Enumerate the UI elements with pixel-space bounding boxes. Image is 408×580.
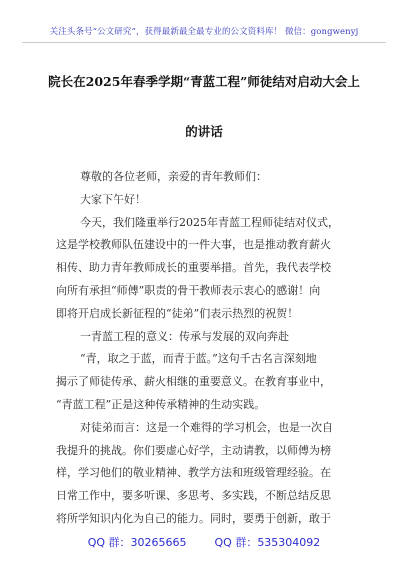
footer-contacts [0, 534, 408, 550]
body-line: 日常工作中，要多听课、多思考、多实践，不断总结反思 [56, 489, 331, 503]
body-line: 揭示了师徒传承、薪火相继的重要意义。在教育事业中， [56, 375, 331, 389]
qq-group-1: QQ 群：30265665 [87, 536, 187, 549]
body-line: 相传、助力青年教师成长的重要举措。首先，我代表学校 [56, 261, 331, 275]
document-title-continued: 的讲话 [185, 124, 223, 139]
header-divider [22, 42, 386, 43]
body-line: 对徒弟而言：这是一个难得的学习机会，也是一次自 [80, 420, 333, 434]
qq-group-2: QQ 群：535304092 [214, 536, 321, 549]
body-line: 样，学习他们的敬业精神、教学方法和班级管理经验。在 [56, 466, 331, 480]
body-line: 今天，我们隆重举行2025年青蓝工程师徒结对仪式， [80, 215, 339, 229]
body-line: 这是学校教师队伍建设中的一件大事，也是推动教育薪火 [56, 238, 331, 252]
body-line: “青蓝工程”正是这种传承精神的生动实践。 [56, 397, 266, 411]
body-line: 向所有承担“师傅”职责的骨干教师表示衷心的感谢！向 [56, 283, 321, 297]
header-note: 关注头条号“公文研究”，获得最新最全最专业的公文资料库！ 微信：gongwenyj [49, 27, 359, 37]
body-line: 将所学知识内化为自己的能力。同时，要勇于创新，敢于 [56, 511, 331, 525]
body-line: 即将开启成长新征程的“徒弟”们表示热烈的祝贺！ [56, 306, 299, 320]
section-heading: 一青蓝工程的意义：传承与发展的双向奔赴 [80, 329, 289, 343]
document-body [56, 166, 350, 531]
document-title: 院长在2025年春季学期“青蓝工程”师徒结对启动大会上 [48, 74, 360, 89]
greeting-line: 大家下午好！ [80, 192, 146, 206]
body-line: “青，取之于蓝，而青于蓝。”这句千古名言深刻地 [80, 352, 317, 366]
salutation-line: 尊敬的各位老师，亲爱的青年教师们： [80, 170, 267, 183]
body-line: 我提升的挑战。你们要虚心好学，主动请教，以师傅为榜 [56, 443, 331, 457]
